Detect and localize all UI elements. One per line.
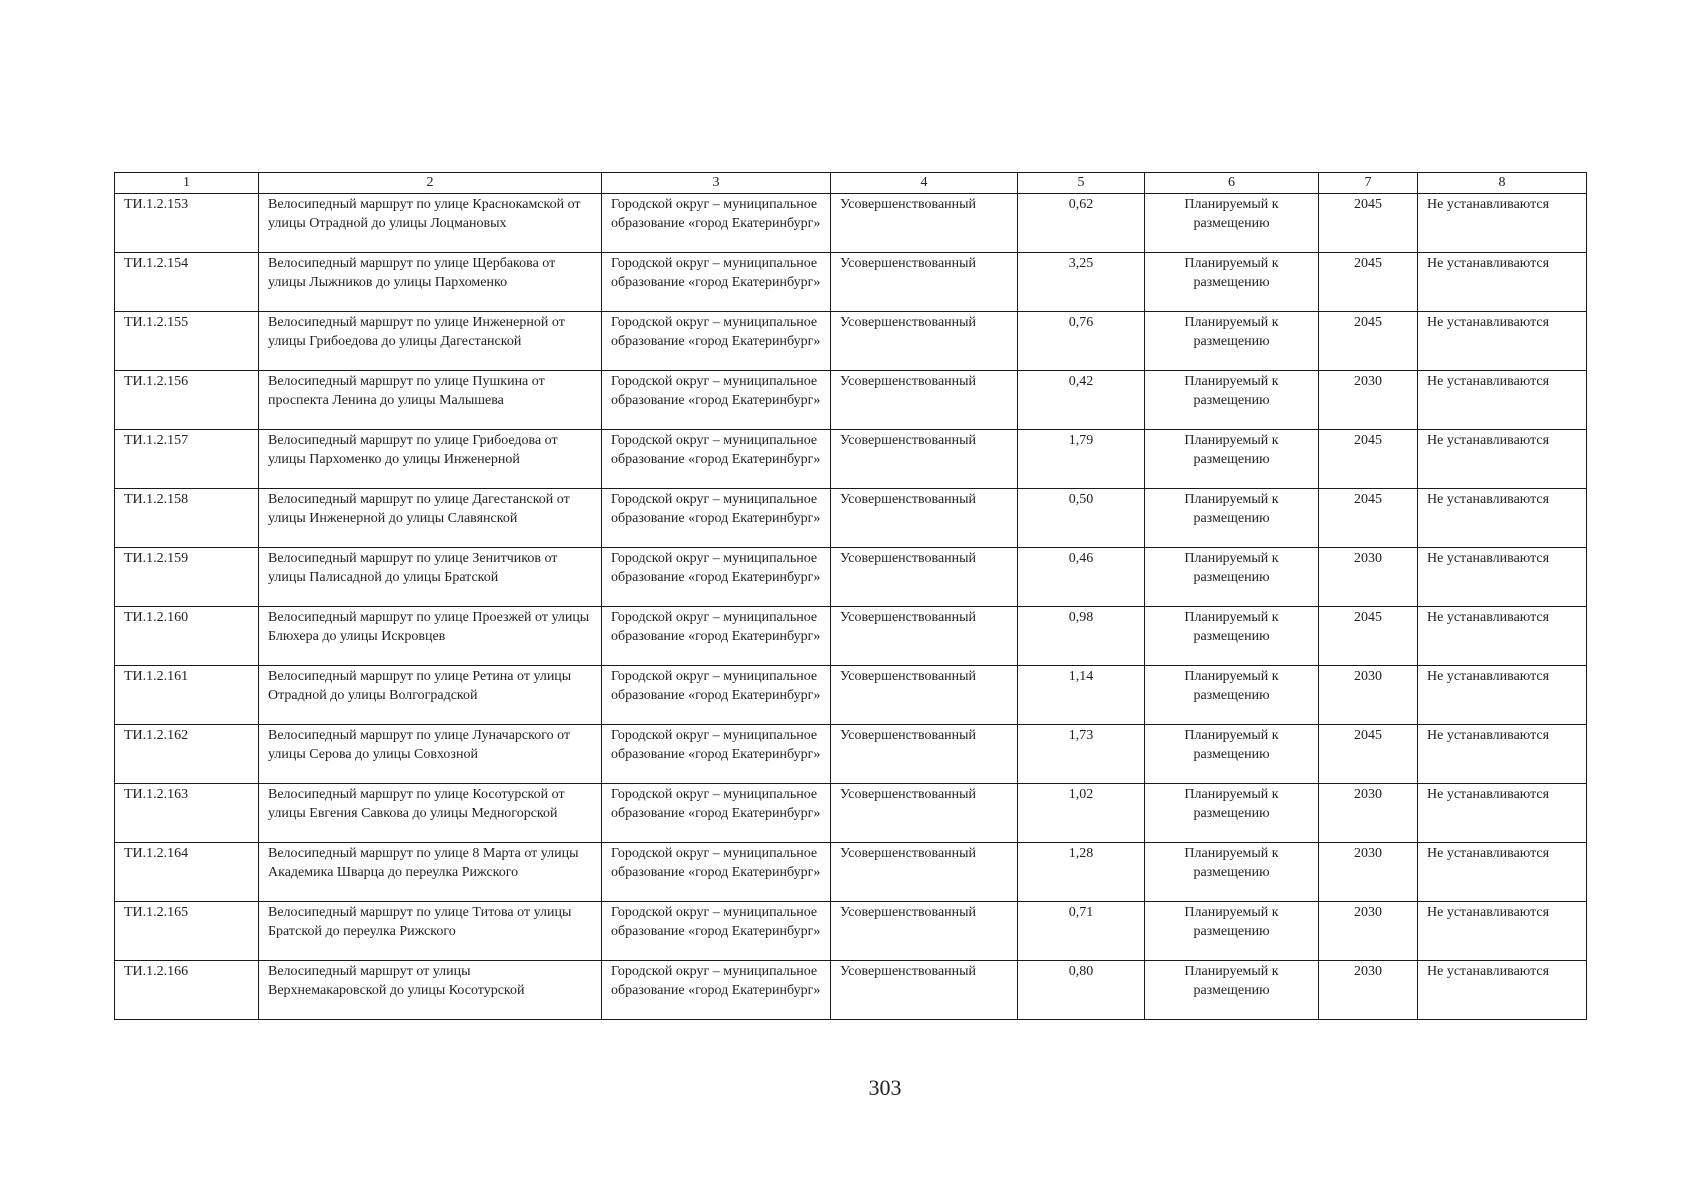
owner-cell: Городской округ – муниципальное образование «город Екатеринбург»	[602, 666, 831, 725]
object-name-cell: Велосипедный маршрут по улице Дагестанской от улицы Инженерной до улицы Славянской	[259, 489, 602, 548]
zone-cell: Не устанавливаются	[1418, 961, 1587, 1020]
type-cell: Усовершенствованный	[831, 725, 1018, 784]
status-cell: Планируемый к размещению	[1145, 371, 1319, 430]
year-cell: 2045	[1319, 312, 1418, 371]
status-cell: Планируемый к размещению	[1145, 194, 1319, 253]
infrastructure-table	[114, 172, 1587, 1020]
object-name-cell: Велосипедный маршрут по улице 8 Марта от улицы Академика Шварца до переулка Рижского	[259, 843, 602, 902]
column-header: 6	[1145, 173, 1319, 194]
status-cell: Планируемый к размещению	[1145, 725, 1319, 784]
status-cell: Планируемый к размещению	[1145, 961, 1319, 1020]
status-cell: Планируемый к размещению	[1145, 548, 1319, 607]
object-name-cell: Велосипедный маршрут по улице Пушкина от проспекта Ленина до улицы Малышева	[259, 371, 602, 430]
zone-cell: Не устанавливаются	[1418, 843, 1587, 902]
object-code-cell: ТИ.1.2.163	[115, 784, 259, 843]
length-cell: 0,80	[1018, 961, 1145, 1020]
page-number: 303	[868, 1075, 902, 1100]
table-body	[115, 194, 1587, 1020]
owner-cell: Городской округ – муниципальное образование «город Екатеринбург»	[602, 194, 831, 253]
table-row	[115, 548, 1587, 607]
zone-cell: Не устанавливаются	[1418, 312, 1587, 371]
type-cell: Усовершенствованный	[831, 371, 1018, 430]
year-cell: 2030	[1319, 548, 1418, 607]
object-code-cell: ТИ.1.2.161	[115, 666, 259, 725]
table-row	[115, 371, 1587, 430]
length-cell: 0,62	[1018, 194, 1145, 253]
object-name-cell: Велосипедный маршрут по улице Грибоедова от улицы Пархоменко до улицы Инженерной	[259, 430, 602, 489]
length-cell: 1,28	[1018, 843, 1145, 902]
year-cell: 2030	[1319, 784, 1418, 843]
owner-cell: Городской округ – муниципальное образование «город Екатеринбург»	[602, 607, 831, 666]
zone-cell: Не устанавливаются	[1418, 607, 1587, 666]
status-cell: Планируемый к размещению	[1145, 666, 1319, 725]
table-row	[115, 725, 1587, 784]
length-cell: 0,71	[1018, 902, 1145, 961]
object-code-cell: ТИ.1.2.153	[115, 194, 259, 253]
object-code-cell: ТИ.1.2.159	[115, 548, 259, 607]
type-cell: Усовершенствованный	[831, 312, 1018, 371]
owner-cell: Городской округ – муниципальное образование «город Екатеринбург»	[602, 548, 831, 607]
column-header: 5	[1018, 173, 1145, 194]
owner-cell: Городской округ – муниципальное образование «город Екатеринбург»	[602, 253, 831, 312]
length-cell: 1,14	[1018, 666, 1145, 725]
table-row	[115, 843, 1587, 902]
zone-cell: Не устанавливаются	[1418, 666, 1587, 725]
type-cell: Усовершенствованный	[831, 784, 1018, 843]
type-cell: Усовершенствованный	[831, 961, 1018, 1020]
object-code-cell: ТИ.1.2.158	[115, 489, 259, 548]
column-header: 3	[602, 173, 831, 194]
zone-cell: Не устанавливаются	[1418, 371, 1587, 430]
object-name-cell: Велосипедный маршрут по улице Инженерной от улицы Грибоедова до улицы Дагестанской	[259, 312, 602, 371]
type-cell: Усовершенствованный	[831, 430, 1018, 489]
table-row	[115, 430, 1587, 489]
type-cell: Усовершенствованный	[831, 253, 1018, 312]
year-cell: 2045	[1319, 194, 1418, 253]
length-cell: 0,98	[1018, 607, 1145, 666]
owner-cell: Городской округ – муниципальное образование «город Екатеринбург»	[602, 430, 831, 489]
length-cell: 1,79	[1018, 430, 1145, 489]
owner-cell: Городской округ – муниципальное образование «город Екатеринбург»	[602, 784, 831, 843]
object-name-cell: Велосипедный маршрут по улице Краснокамской от улицы Отрадной до улицы Лоцмановых	[259, 194, 602, 253]
length-cell: 0,46	[1018, 548, 1145, 607]
type-cell: Усовершенствованный	[831, 666, 1018, 725]
type-cell: Усовершенствованный	[831, 843, 1018, 902]
zone-cell: Не устанавливаются	[1418, 548, 1587, 607]
object-code-cell: ТИ.1.2.165	[115, 902, 259, 961]
object-name-cell: Велосипедный маршрут от улицы Верхнемакаровской до улицы Косотурской	[259, 961, 602, 1020]
year-cell: 2045	[1319, 253, 1418, 312]
owner-cell: Городской округ – муниципальное образование «город Екатеринбург»	[602, 725, 831, 784]
length-cell: 0,42	[1018, 371, 1145, 430]
table-row	[115, 253, 1587, 312]
status-cell: Планируемый к размещению	[1145, 902, 1319, 961]
object-code-cell: ТИ.1.2.162	[115, 725, 259, 784]
length-cell: 1,02	[1018, 784, 1145, 843]
status-cell: Планируемый к размещению	[1145, 843, 1319, 902]
length-cell: 1,73	[1018, 725, 1145, 784]
table-row	[115, 961, 1587, 1020]
year-cell: 2030	[1319, 902, 1418, 961]
type-cell: Усовершенствованный	[831, 607, 1018, 666]
object-name-cell: Велосипедный маршрут по улице Луначарского от улицы Серова до улицы Совхозной	[259, 725, 602, 784]
owner-cell: Городской округ – муниципальное образование «город Екатеринбург»	[602, 902, 831, 961]
status-cell: Планируемый к размещению	[1145, 253, 1319, 312]
zone-cell: Не устанавливаются	[1418, 725, 1587, 784]
status-cell: Планируемый к размещению	[1145, 784, 1319, 843]
table-row	[115, 784, 1587, 843]
header-row	[115, 173, 1587, 194]
object-name-cell: Велосипедный маршрут по улице Ретина от улицы Отрадной до улицы Волгоградской	[259, 666, 602, 725]
object-name-cell: Велосипедный маршрут по улице Щербакова от улицы Лыжников до улицы Пархоменко	[259, 253, 602, 312]
table-row	[115, 489, 1587, 548]
length-cell: 3,25	[1018, 253, 1145, 312]
type-cell: Усовершенствованный	[831, 489, 1018, 548]
status-cell: Планируемый к размещению	[1145, 430, 1319, 489]
year-cell: 2030	[1319, 666, 1418, 725]
object-code-cell: ТИ.1.2.154	[115, 253, 259, 312]
type-cell: Усовершенствованный	[831, 194, 1018, 253]
table-row	[115, 312, 1587, 371]
owner-cell: Городской округ – муниципальное образование «город Екатеринбург»	[602, 843, 831, 902]
object-code-cell: ТИ.1.2.156	[115, 371, 259, 430]
object-code-cell: ТИ.1.2.166	[115, 961, 259, 1020]
object-code-cell: ТИ.1.2.164	[115, 843, 259, 902]
year-cell: 2045	[1319, 607, 1418, 666]
table-row	[115, 194, 1587, 253]
table-row	[115, 902, 1587, 961]
year-cell: 2045	[1319, 725, 1418, 784]
object-code-cell: ТИ.1.2.155	[115, 312, 259, 371]
zone-cell: Не устанавливаются	[1418, 784, 1587, 843]
type-cell: Усовершенствованный	[831, 902, 1018, 961]
owner-cell: Городской округ – муниципальное образование «город Екатеринбург»	[602, 489, 831, 548]
object-name-cell: Велосипедный маршрут по улице Титова от улицы Братской до переулка Рижского	[259, 902, 602, 961]
object-name-cell: Велосипедный маршрут по улице Зенитчиков от улицы Палисадной до улицы Братской	[259, 548, 602, 607]
status-cell: Планируемый к размещению	[1145, 607, 1319, 666]
length-cell: 0,50	[1018, 489, 1145, 548]
owner-cell: Городской округ – муниципальное образование «город Екатеринбург»	[602, 961, 831, 1020]
year-cell: 2030	[1319, 961, 1418, 1020]
column-header: 2	[259, 173, 602, 194]
object-code-cell: ТИ.1.2.160	[115, 607, 259, 666]
zone-cell: Не устанавливаются	[1418, 902, 1587, 961]
length-cell: 0,76	[1018, 312, 1145, 371]
column-header: 8	[1418, 173, 1587, 194]
column-header: 4	[831, 173, 1018, 194]
zone-cell: Не устанавливаются	[1418, 430, 1587, 489]
zone-cell: Не устанавливаются	[1418, 253, 1587, 312]
table-row	[115, 607, 1587, 666]
zone-cell: Не устанавливаются	[1418, 194, 1587, 253]
object-code-cell: ТИ.1.2.157	[115, 430, 259, 489]
year-cell: 2030	[1319, 843, 1418, 902]
object-name-cell: Велосипедный маршрут по улице Проезжей от улицы Блюхера до улицы Искровцев	[259, 607, 602, 666]
column-header: 7	[1319, 173, 1418, 194]
object-name-cell: Велосипедный маршрут по улице Косотурской от улицы Евгения Савкова до улицы Медногорской	[259, 784, 602, 843]
status-cell: Планируемый к размещению	[1145, 489, 1319, 548]
year-cell: 2045	[1319, 489, 1418, 548]
owner-cell: Городской округ – муниципальное образование «город Екатеринбург»	[602, 371, 831, 430]
owner-cell: Городской округ – муниципальное образование «город Екатеринбург»	[602, 312, 831, 371]
year-cell: 2030	[1319, 371, 1418, 430]
zone-cell: Не устанавливаются	[1418, 489, 1587, 548]
column-header: 1	[115, 173, 259, 194]
type-cell: Усовершенствованный	[831, 548, 1018, 607]
year-cell: 2045	[1319, 430, 1418, 489]
status-cell: Планируемый к размещению	[1145, 312, 1319, 371]
table-row	[115, 666, 1587, 725]
